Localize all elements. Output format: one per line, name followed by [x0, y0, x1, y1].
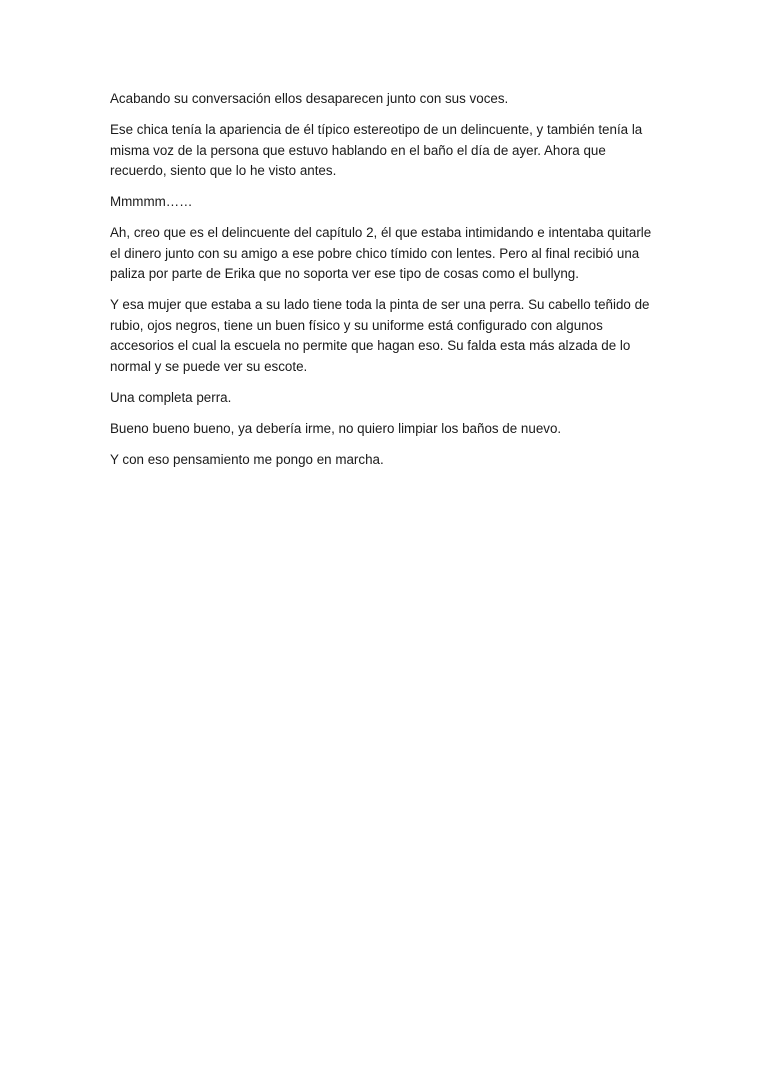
paragraph: Y esa mujer que estaba a su lado tiene toda la pinta de ser una perra. Su cabello teñido de rubio, ojos negros, tiene un buen físico y su uniforme está configurado con algunos accesorios el cual la escuela no permite que hagan eso. Su falda esta más alzada de lo normal y se puede ver su escote.	[110, 297, 650, 374]
paragraph: Ah, creo que es el delincuente del capítulo 2, él que estaba intimidando e intentaba quitarle el dinero junto con su amigo a ese pobre chico tímido con lentes. Pero al final recibió una paliza por parte de Erika que no soporta ver ese tipo de cosas como el bullyng.	[110, 225, 652, 281]
paragraph: Y con eso pensamiento me pongo en marcha.	[110, 451, 384, 467]
paragraph: Acabando su conversación ellos desaparecen junto con sus voces.	[110, 91, 509, 106]
paragraph: Mmmmm……	[110, 194, 193, 209]
paragraph: Bueno bueno bueno, ya debería irme, no quiero limpiar los baños de nuevo.	[110, 420, 562, 436]
paragraph: Ese chica tenía la apariencia de él típico estereotipo de un delincuente, y también tenía la misma voz de la persona que estuvo hablando en el baño el día de ayer. Ahora que recuerdo, siento que lo he visto antes.	[110, 122, 643, 178]
paragraph: Una completa perra.	[110, 389, 232, 405]
